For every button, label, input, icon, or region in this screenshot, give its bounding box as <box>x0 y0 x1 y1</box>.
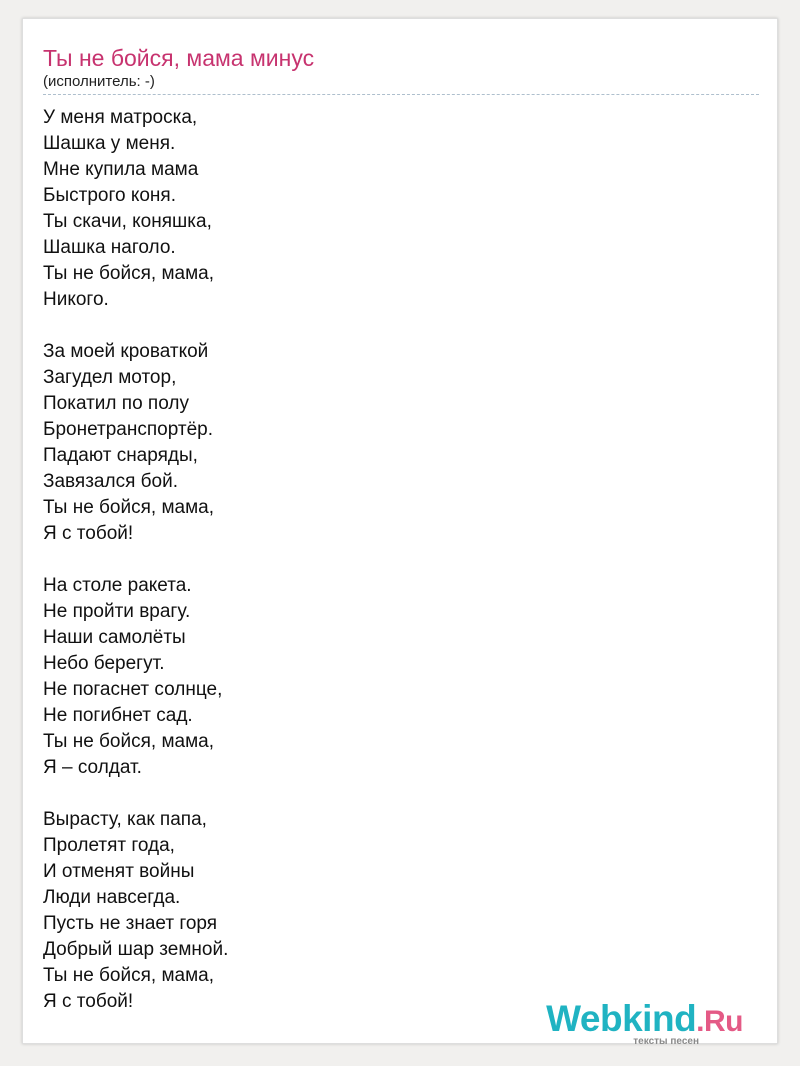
lyric-line: За моей кроваткой <box>43 341 209 362</box>
lyric-line: Пролетят года, <box>43 835 175 856</box>
lyric-line: Наши самолёты <box>43 627 186 648</box>
lyric-line: Ты не бойся, мама, <box>43 965 214 986</box>
lyric-line: Ты не бойся, мама, <box>43 497 214 518</box>
lyric-line: Не погибнет сад. <box>43 705 193 726</box>
lyric-line: Люди навсегда. <box>43 887 181 908</box>
lyric-line: Завязался бой. <box>43 471 178 492</box>
lyric-line: Не погаснет солнце, <box>43 679 223 700</box>
lyric-line: Покатил по полу <box>43 393 189 414</box>
lyric-line: Не пройти врагу. <box>43 601 191 622</box>
lyric-line: Быстрого коня. <box>43 185 176 206</box>
logo-tagline: тексты песен <box>633 1036 699 1047</box>
lyric-line: Шашка у меня. <box>43 133 176 154</box>
title-divider <box>43 94 759 95</box>
lyric-line: Я с тобой! <box>43 991 134 1012</box>
stanza-3 <box>43 573 743 781</box>
lyric-line: Ты скачи, коняшка, <box>43 211 212 232</box>
artist-line: (исполнитель: -) <box>43 73 155 90</box>
lyric-line: У меня матроска, <box>43 107 198 128</box>
lyrics-sheet <box>22 18 778 1047</box>
logo-name: Webkind <box>546 998 697 1039</box>
lyric-line: Падают снаряды, <box>43 445 198 466</box>
lyric-line: Ты не бойся, мама, <box>43 263 214 284</box>
lyric-line: Пусть не знает горя <box>43 913 218 934</box>
lyric-line: Вырасту, как папа, <box>43 809 207 830</box>
lyric-line: Никого. <box>43 289 109 310</box>
lyric-line: Небо берегут. <box>43 653 165 674</box>
webkind-logo <box>546 999 743 1047</box>
lyric-line: Я с тобой! <box>43 523 134 544</box>
stanza-2 <box>43 339 743 547</box>
lyric-line: На столе ракета. <box>43 575 192 596</box>
lyric-line: Ты не бойся, мама, <box>43 731 214 752</box>
lyric-line: Я – солдат. <box>43 757 142 778</box>
lyric-line: Шашка наголо. <box>43 237 176 258</box>
stanza-4 <box>43 807 743 1015</box>
lyric-line: Бронетранспортёр. <box>43 419 213 440</box>
stanza-1 <box>43 105 743 313</box>
lyric-line: И отменят войны <box>43 861 195 882</box>
lyric-line: Мне купила мама <box>43 159 199 180</box>
song-title: Ты не бойся, мама минус <box>43 45 315 71</box>
lyrics-body <box>43 105 743 1041</box>
lyric-line: Добрый шар земной. <box>43 939 229 960</box>
logo-tld: .Ru <box>696 1005 743 1038</box>
lyric-line: Загудел мотор, <box>43 367 177 388</box>
